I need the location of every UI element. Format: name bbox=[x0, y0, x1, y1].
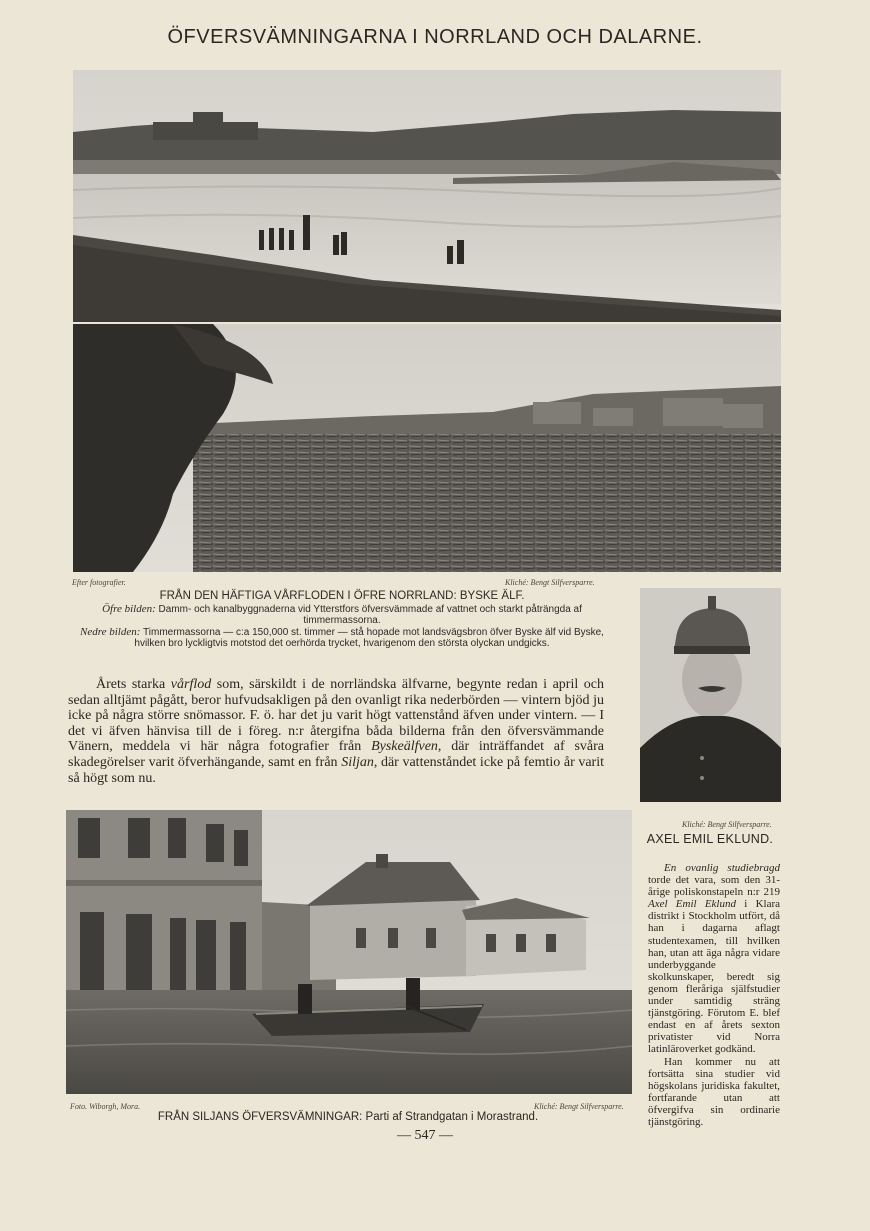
portrait-paragraph-2: Han kommer nu att fortsätta sina studier vid högskolans juridiska fakultet, fortfarande utan att öfvergifva sin ordinarie tjänstgöring. bbox=[648, 1055, 780, 1128]
bottom-caption-part: Parti af Strandgatan i Morastrand. bbox=[365, 1111, 539, 1123]
top-photo-credit: Efter fotografier. bbox=[72, 578, 126, 587]
photo-lower-byske-timber bbox=[73, 324, 781, 572]
portrait-paragraph-1 bbox=[648, 862, 780, 1056]
article-text-2: som, särskildt i de norrländska älfvarne, begynte redan i april och sedan alltjämt pågått, beror hufvudsakligen på den ovanligt rika nederbörden — vintern bjöd ju icke på några större snömassor. F. ö. har det ju varit högt vattenstånd äfven under vintern. — I det vi äfven hänvisa till de i föreg. n:r återgifna båda bilderna från den öfversvämmande Vänern, meddela vi här några fotografier från bbox=[68, 677, 604, 755]
photo-upper-ytterstfors bbox=[73, 70, 781, 322]
bottom-caption-title: FRÅN SILJANS ÖFVERSVÄMNINGAR: bbox=[157, 1111, 363, 1123]
upper-photo-text: Damm- och kanalbyggnaderna vid Ytterstfors öfversvämmade af vattnet och starkt påträngda af timmermassorna. bbox=[158, 603, 582, 626]
lower-photo-caption bbox=[72, 627, 612, 650]
portrait-text-2: i Klara distrikt i Stockholm utfört, då han i dagarna aflagt studentexamen, till hvilken han, utan att äga några vidare underbyggande skolkunskaper, beredt sig genom fleråriga själfstudier under samtidig sträng tjänstgöring. Förutom E. blef endast en af årets sexton privatister vid Norra latinläroverket godkänd. bbox=[648, 898, 780, 1056]
article-paragraph bbox=[68, 677, 604, 786]
upper-photo-label: Öfre bilden: bbox=[102, 602, 156, 615]
portrait-article bbox=[648, 862, 780, 1128]
article-emph-varflod: vårflod bbox=[170, 677, 212, 692]
top-caption-title: FRÅN DEN HÄFTIGA VÅRFLODEN I ÖFRE NORRLAND: BYSKE ÄLF. bbox=[159, 590, 525, 602]
top-photos-caption bbox=[72, 591, 612, 650]
lower-photo-text: Timmermassorna — c:a 150,000 st. timmer — stå hopade mot landsvägsbron öfver Byske älf vid Byske, hvilken bro lyckligtvis motstod det oerhörda trycket, hvarigenom den största olyckan undgicks. bbox=[134, 626, 604, 649]
page-title: ÖFVERSVÄMNINGARNA I NORRLAND OCH DALARNE. bbox=[167, 26, 703, 48]
article-text-1: Årets starka bbox=[96, 677, 171, 692]
portrait-axel-emil-eklund bbox=[640, 588, 781, 802]
article-emph-siljan: Siljan bbox=[341, 754, 374, 770]
upper-photo-caption bbox=[72, 604, 612, 627]
article-body bbox=[68, 677, 604, 786]
portrait-emph-studiebragd: En ovanlig studiebragd bbox=[664, 862, 780, 874]
bottom-photo-credit: Foto. Wiborgh, Mora. bbox=[70, 1102, 141, 1111]
photo-morastrand-flood bbox=[66, 810, 632, 1094]
top-cliche-credit: Kliché: Bengt Silfversparre. bbox=[505, 578, 595, 587]
portrait-text-1: torde det vara, som den 31-årige poliskonstapeln n:r 219 bbox=[648, 874, 780, 899]
portrait-name: AXEL EMIL EKLUND. bbox=[646, 832, 774, 846]
article-emph-byskealfven: Byskeälfven bbox=[371, 739, 438, 755]
article-text-3: , där inträffandet af svåra skadegörelser varit öfverhängande, samt en från bbox=[68, 739, 605, 770]
lower-photo-label: Nedre bilden: bbox=[80, 625, 141, 638]
portrait-emph-name: Axel Emil Eklund bbox=[648, 898, 736, 911]
article-text-4: , där vattenståndet icke på femtio år varit så högt som nu. bbox=[68, 754, 604, 786]
page-number: — 547 — bbox=[397, 1128, 453, 1143]
portrait-cliche-credit: Kliché: Bengt Silfversparre. bbox=[682, 820, 772, 829]
bottom-cliche-credit: Kliché: Bengt Silfversparre. bbox=[534, 1102, 624, 1111]
bottom-photo-caption bbox=[68, 1111, 628, 1123]
